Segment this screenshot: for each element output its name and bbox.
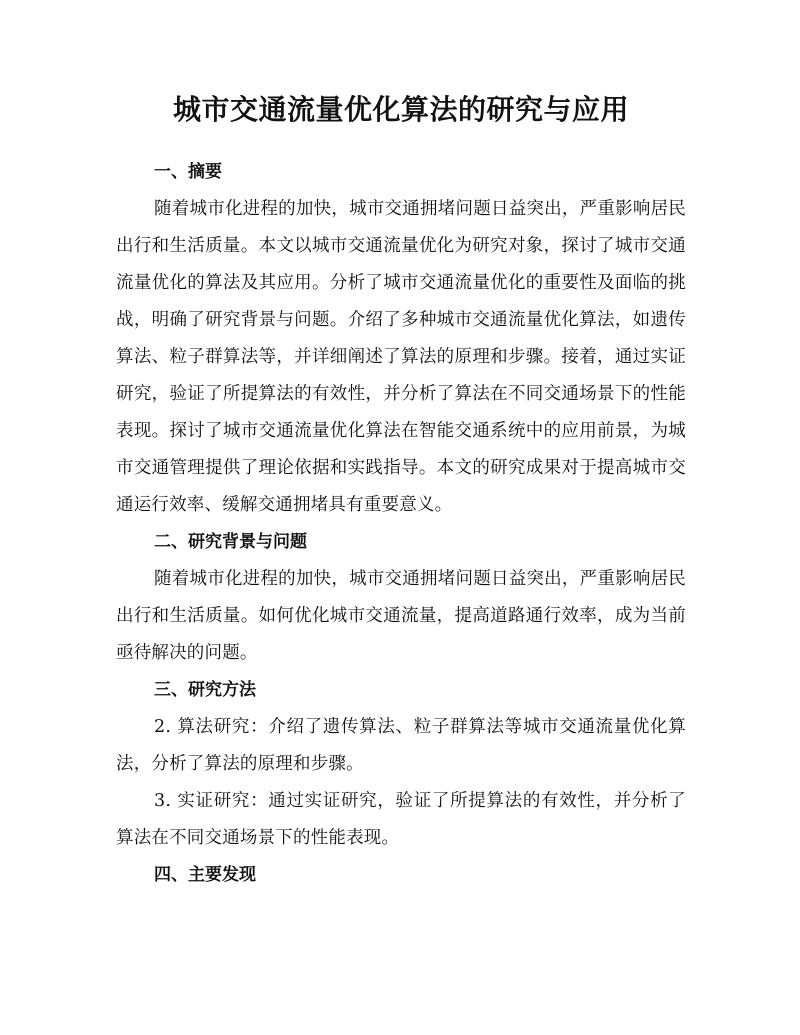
section-heading-findings: 四、主要发现	[154, 865, 256, 885]
method-item-algorithm: 2. 算法研究：介绍了遗传算法、粒子群算法等城市交通流量优化算法，分析了算法的原理和步骤。	[116, 717, 686, 774]
section-heading-abstract: 一、摘要	[154, 162, 222, 182]
document-title: 城市交通流量优化算法的研究与应用	[172, 93, 629, 126]
section-heading-background: 二、研究背景与问题	[154, 532, 307, 552]
background-paragraph: 随着城市化进程的加快，城市交通拥堵问题日益突出，严重影响居民出行和生活质量。如何优化城市交通流量，提高道路通行效率，成为当前亟待解决的问题。	[116, 569, 686, 663]
section-heading-methods: 三、研究方法	[154, 680, 256, 700]
method-item-empirical: 3. 实证研究：通过实证研究，验证了所提算法的有效性，并分析了算法在不同交通场景下的性能表现。	[116, 791, 686, 848]
document-page	[116, 88, 686, 894]
abstract-paragraph: 随着城市化进程的加快，城市交通拥堵问题日益突出，严重影响居民出行和生活质量。本文以城市交通流量优化为研究对象，探讨了城市交通流量优化的算法及其应用。分析了城市交通流量优化的重要性及面临的挑战，明确了研究背景与问题。介绍了多种城市交通流量优化算法，如遗传算法、粒子群算法等，并详细阐述了算法的原理和步骤。接着，通过实证研究，验证了所提算法的有效性，并分析了算法在不同交通场景下的性能表现。探讨了城市交通流量优化算法在智能交通系统中的应用前景，为城市交通管理提供了理论依据和实践指导。本文的研究成果对于提高城市交通运行效率、缓解交通拥堵具有重要意义。	[116, 199, 686, 515]
